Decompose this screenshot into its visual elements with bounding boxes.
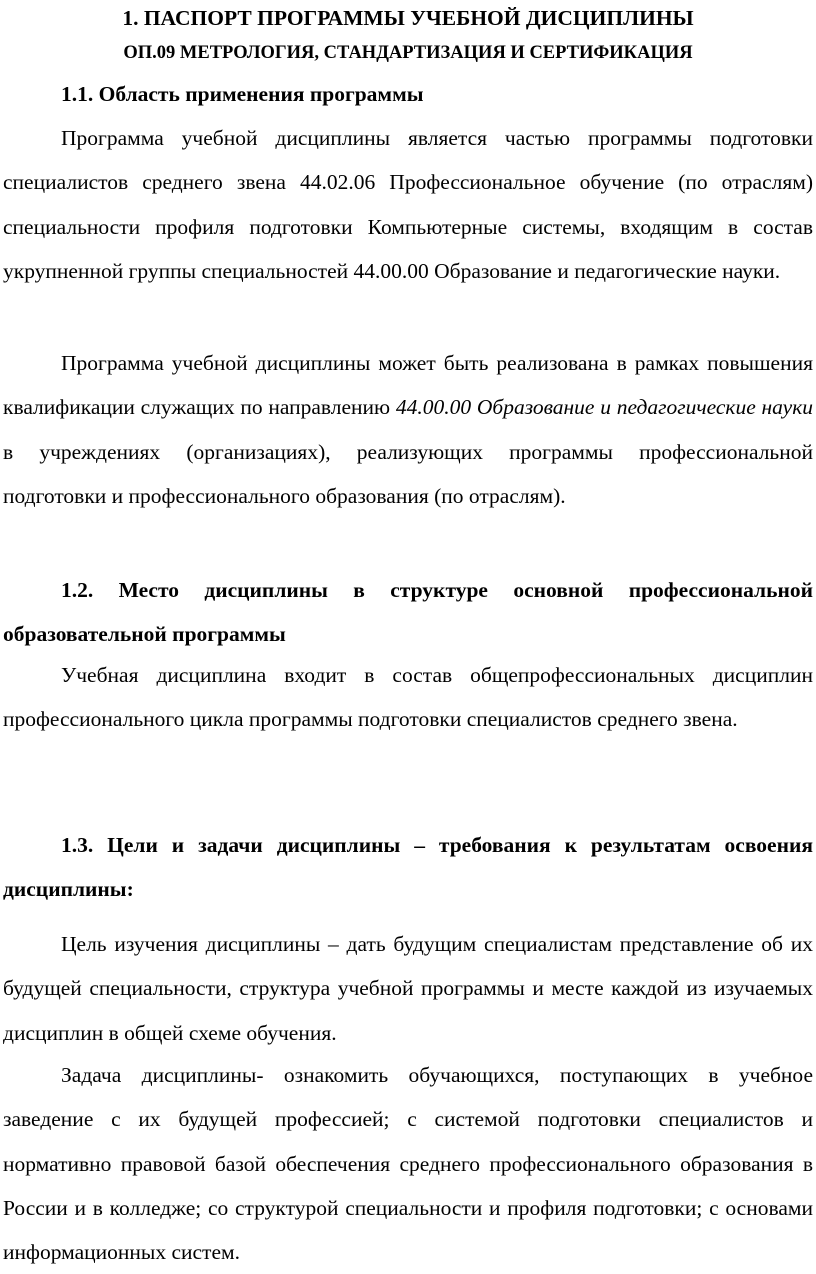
section-1-2-paragraph: Учебная дисциплина входит в состав общепрофессиональных дисциплин профессионального цикла программы подготовки специалистов среднего звена.	[3, 663, 813, 732]
section-1-1-paragraph-2	[3, 341, 813, 518]
paragraph-2-direction-italic: 44.00.00 Образование и педагогические науки	[395, 395, 813, 420]
section-1-2-heading: 1.2. Место дисциплины в структуре основной профессиональной образовательной программы	[3, 578, 813, 647]
document-title: 1. ПАСПОРТ ПРОГРАММЫ УЧЕБНОЙ ДИСЦИПЛИНЫ	[122, 6, 694, 30]
section-1-3-paragraph-2: Задача дисциплины- ознакомить обучающихся, поступающих в учебное заведение с их будущей профессией; с системой подготовки специалистов и нормативно правовой базой обеспечения среднего профессионального образования в России и в колледже; со структурой специальности и профиля подготовки; с основами информационных систем.	[3, 1063, 813, 1265]
section-1-3-paragraph-1: Цель изучения дисциплины – дать будущим специалистам представление об их будущей специальности, структура учебной программы и месте каждой из изучаемых дисциплин в общей схеме обучения.	[3, 932, 813, 1045]
section-1-1-heading: 1.1. Область применения программы	[61, 82, 424, 106]
section-1-1-paragraph-1: Программа учебной дисциплины является частью программы подготовки специалистов среднего звена 44.02.06 Профессиональное обучение (по отраслям) специальности профиля подготовки Компьютерные системы, входящим в состав укрупненной группы специальностей 44.00.00 Образование и педагогические науки.	[3, 126, 813, 283]
paragraph-2-text-start: Программа учебной дисциплины может быть реализована в рамках повышения квалификации служащих по направлению	[3, 351, 813, 420]
section-1-3-heading: 1.3. Цели и задачи дисциплины – требования к результатам освоения дисциплины:	[3, 833, 813, 902]
discipline-subtitle: ОП.09 МЕТРОЛОГИЯ, СТАНДАРТИЗАЦИЯ И СЕРТИФИКАЦИЯ	[123, 43, 693, 63]
paragraph-2-text-end: в учреждениях (организациях), реализующих программы профессиональной подготовки и профессионального образования (по отраслям).	[3, 439, 813, 508]
